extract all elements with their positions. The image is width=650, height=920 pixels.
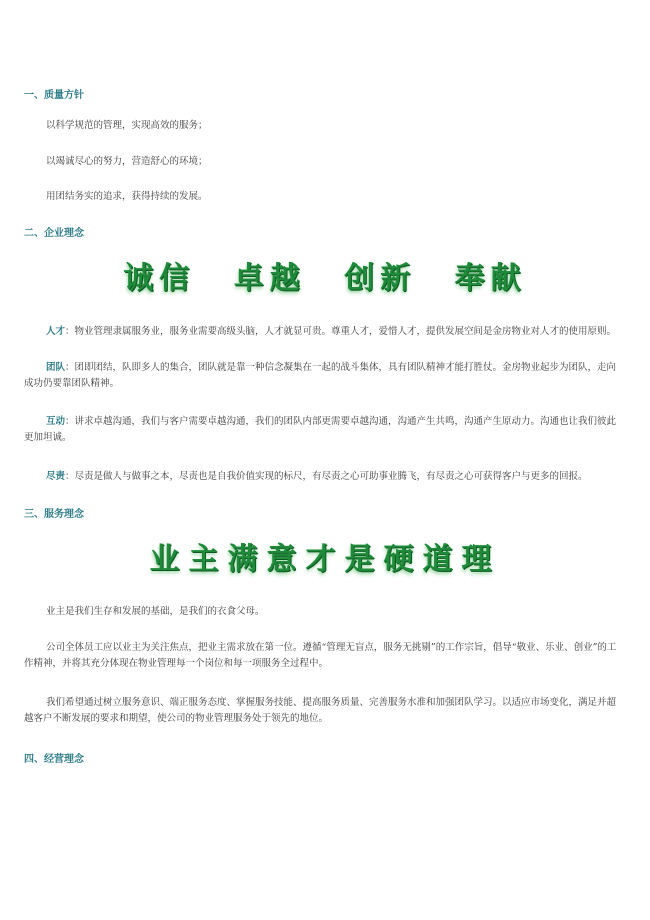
value-label: 团队: [46, 362, 66, 373]
service-paragraph-2: 公司全体员工应以业主为关注焦点，把业主需求放在第一位。遵循“管理无盲点，服务无挑剔”的工作宗旨，倡导“敬业、乐业、创业”的工作精神，并将其充分体现在物业管理每一个岗位和每一项服务全过程中。: [24, 642, 617, 669]
value-paragraph-team: 团队：团即团结，队即多人的集合，团队就是靠一种信念凝集在一起的战斗集体，具有团队精神才能打胜仗。金房物业起步为团队，走向成功仍要靠团队精神。: [24, 362, 617, 389]
value-label: 互动: [46, 416, 66, 427]
section-title-business-philosophy: 四、经营理念: [24, 754, 84, 765]
values-banner-word-4: 奉献: [454, 261, 527, 296]
section-title-service-philosophy: 三、服务理念: [24, 509, 84, 520]
quality-line-2: 以竭诚尽心的努力，营造舒心的环境；: [46, 156, 208, 167]
values-banner: [0, 253, 650, 297]
service-paragraph-1: 业主是我们生存和发展的基础，是我们的衣食父母。: [46, 606, 265, 617]
values-banner-word-1: 诚信: [123, 261, 196, 296]
value-label: 尽责: [46, 471, 66, 482]
service-paragraph-3: 我们希望通过树立服务意识、端正服务态度、掌握服务技能、提高服务质量、完善服务水准和加强团队学习。以适应市场变化，满足并超越客户不断发展的要求和期望，使公司的物业管理服务处于领先的地位。: [24, 697, 617, 724]
section-title-corporate-philosophy: 二、企业理念: [24, 228, 84, 239]
value-text: 尽责是做人与做事之本，尽责也是自我价值实现的标尺，有尽责之心可助事业腾飞，有尽责之心可获得客户与更多的回报。: [74, 471, 588, 482]
service-banner: 业主满意才是硬道理: [149, 542, 501, 577]
values-banner-word-3: 创新: [344, 261, 417, 296]
value-label: 人才: [46, 326, 66, 337]
value-text: 讲求卓越沟通，我们与客户需要卓越沟通，我们的团队内部更需要卓越沟通，沟通产生共鸣，沟通产生原动力。沟通也让我们彼此更加坦诚。: [24, 416, 617, 443]
value-paragraph-interaction: 互动：讲求卓越沟通，我们与客户需要卓越沟通，我们的团队内部更需要卓越沟通，沟通产生共鸣，沟通产生原动力。沟通也让我们彼此更加坦诚。: [24, 416, 617, 443]
value-paragraph-responsibility: 尽责：尽责是做人与做事之本，尽责也是自我价值实现的标尺，有尽责之心可助事业腾飞，有尽责之心可获得客户与更多的回报。: [46, 471, 588, 482]
value-paragraph-talent: 人才：物业管理隶属服务业，服务业需要高级头脑，人才就显可贵。尊重人才，爱惜人才，提供发展空间是金房物业对人才的使用原则。: [46, 326, 617, 337]
value-text: 物业管理隶属服务业，服务业需要高级头脑，人才就显可贵。尊重人才，爱惜人才，提供发展空间是金房物业对人才的使用原则。: [74, 326, 617, 337]
quality-line-1: 以科学规范的管理，实现高效的服务；: [46, 120, 208, 131]
section-title-quality-policy: 一、质量方针: [24, 90, 84, 101]
value-text: 团即团结，队即多人的集合，团队就是靠一种信念凝集在一起的战斗集体，具有团队精神才能打胜仗。金房物业起步为团队，走向成功仍要靠团队精神。: [24, 362, 617, 389]
quality-line-3: 用团结务实的追求，获得持续的发展。: [46, 191, 208, 202]
values-banner-word-2: 卓越: [233, 261, 306, 296]
